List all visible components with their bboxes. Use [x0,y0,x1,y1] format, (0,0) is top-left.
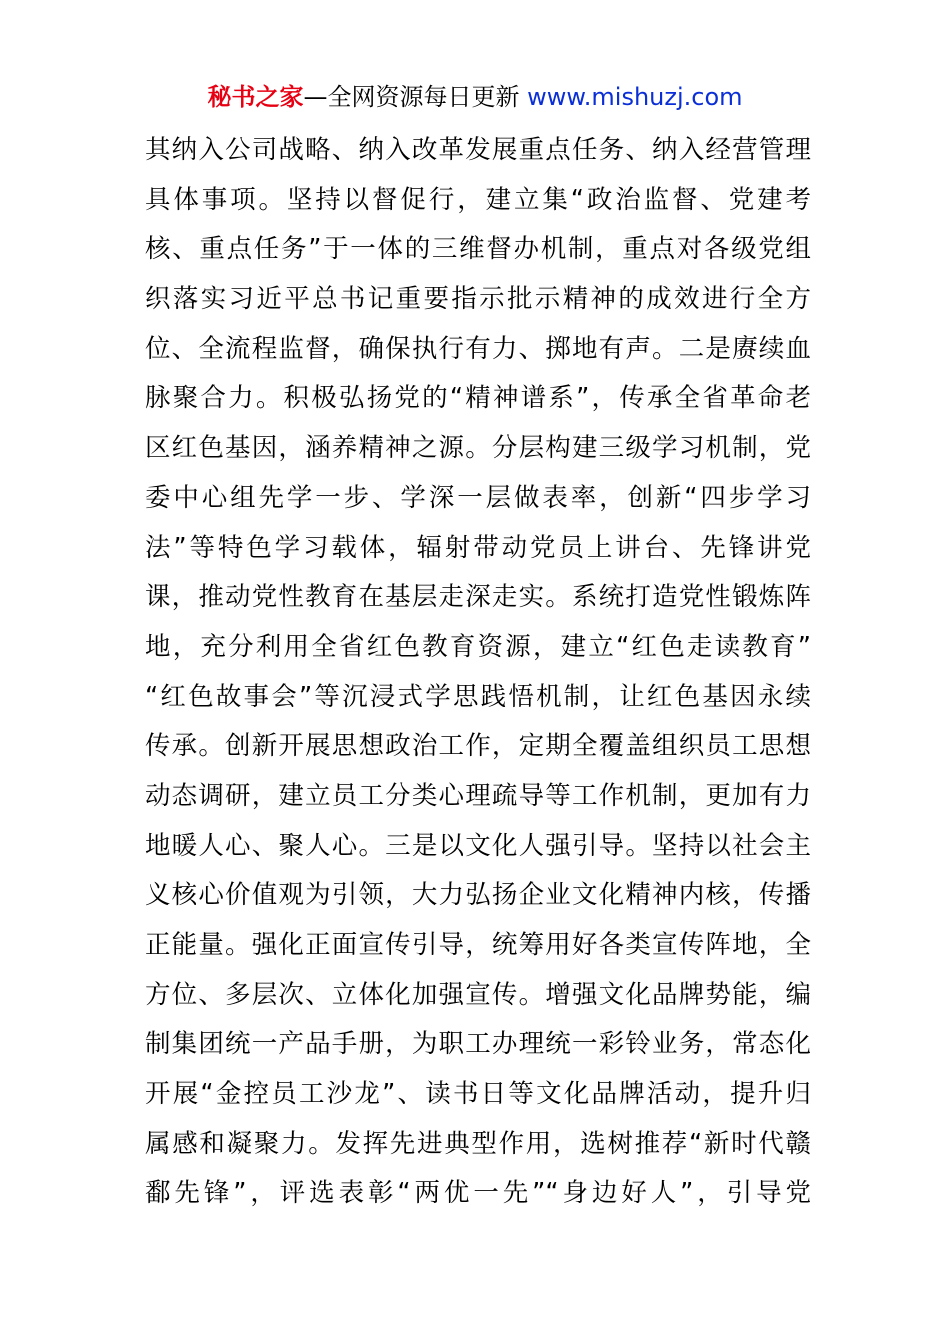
text-line: 具体事项。坚持以督促行，建立集“政治监督、党建考 [145,184,811,215]
document-body [145,126,811,1219]
text-line: 开展“金控员工沙龙”、读书日等文化品牌活动，提升归 [145,1079,811,1110]
text-line: 委中心组先学一步、学深一层做表率，创新“四步学习 [145,482,811,513]
text-line: 位、全流程监督，确保执行有力、掷地有声。二是赓续血 [145,333,811,364]
text-line: 方位、多层次、立体化加强宣传。增强文化品牌势能，编 [145,979,811,1010]
text-line: 义核心价值观为引领，大力弘扬企业文化精神内核，传播 [145,880,811,911]
site-url-link[interactable]: www.mishuzj.com [527,83,743,111]
text-line: 核、重点任务”于一体的三维督办机制，重点对各级党组 [145,234,811,265]
text-line: 脉聚合力。积极弘扬党的“精神谱系”，传承全省革命老 [145,383,811,414]
header-tagline: —全网资源每日更新 [303,83,528,111]
text-line: 其纳入公司战略、纳入改革发展重点任务、纳入经营管理 [145,135,811,165]
text-line: 织落实习近平总书记重要指示批示精神的成效进行全方 [145,284,811,315]
text-line: 地暖人心、聚人心。三是以文化人强引导。坚持以社会主 [145,830,811,861]
brand-name: 秘书之家 [207,83,304,111]
text-line: 区红色基因，涵养精神之源。分层构建三级学习机制，党 [145,433,811,464]
text-line: 传承。创新开展思想政治工作，定期全覆盖组织员工思想 [145,731,811,762]
text-line: 地，充分利用全省红色教育资源，建立“红色走读教育” [145,631,811,662]
text-line: “红色故事会”等沉浸式学思践悟机制，让红色基因永续 [145,681,811,712]
text-line: 鄱先锋”，评选表彰“两优一先”“身边好人”，引导党 [145,1178,811,1209]
text-line: 课，推动党性教育在基层走深走实。系统打造党性锻炼阵 [145,582,811,613]
text-line: 正能量。强化正面宣传引导，统筹用好各类宣传阵地，全 [145,930,811,960]
site-header [0,80,950,114]
text-line: 属感和凝聚力。发挥先进典型作用，选树推荐“新时代赣 [145,1128,811,1159]
text-line: 制集团统一产品手册，为职工办理统一彩铃业务，常态化 [145,1029,811,1060]
text-line: 法”等特色学习载体，辐射带动党员上讲台、先锋讲党 [145,532,811,563]
text-line: 动态调研，建立员工分类心理疏导等工作机制，更加有力 [145,780,811,811]
